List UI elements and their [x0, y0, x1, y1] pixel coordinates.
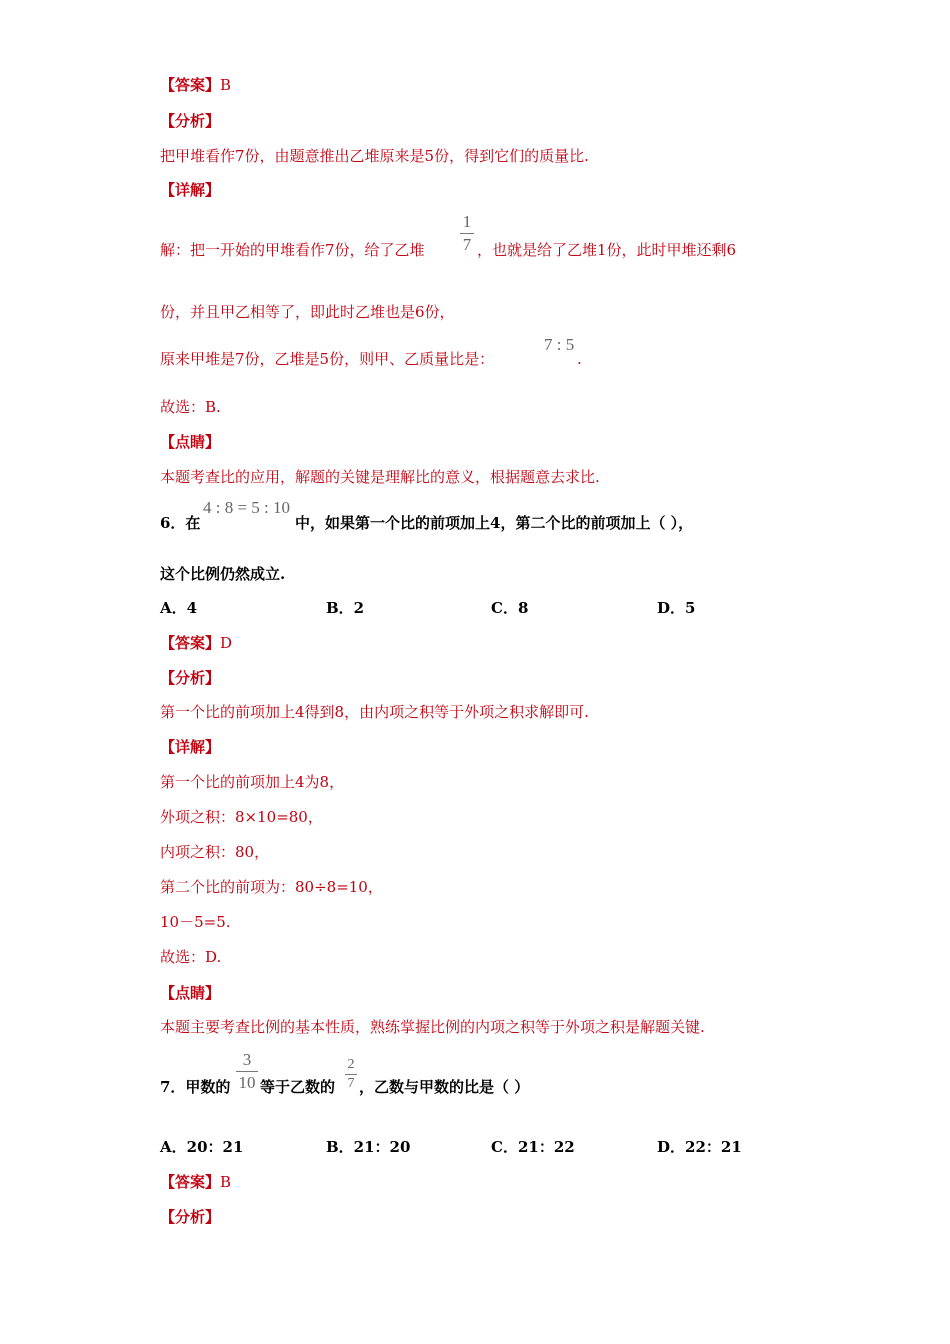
- q6-answer-tag: 【答案】: [160, 634, 221, 652]
- fraction-bar: [236, 1071, 258, 1072]
- fraction-numerator: 2: [347, 1057, 355, 1072]
- answer-tag: 【答案】: [160, 76, 221, 94]
- q7-answer-line: [160, 1172, 231, 1192]
- q7-analysis-tag: 【分析】: [160, 1208, 221, 1226]
- q6-question-text-2: 这个比例仍然成立.: [160, 565, 286, 583]
- fraction-denominator: 7: [347, 1076, 355, 1091]
- q6-step: 内项之积：80，: [160, 843, 270, 861]
- q6-analysis-tag: 【分析】: [160, 669, 221, 687]
- fraction-denominator: 10: [238, 1073, 256, 1092]
- q6-comment-tag: 【点睛】: [160, 984, 221, 1002]
- analysis-tag: 【分析】: [160, 112, 221, 130]
- detail-line-3: 原来甲堆是7份，乙堆是5份，则甲、乙质量比是：: [160, 350, 495, 368]
- q7-option-d: D．22：21: [657, 1138, 742, 1156]
- q6-option-a: A．4: [160, 599, 198, 617]
- q7-option-c: C．21：22: [491, 1138, 575, 1156]
- comment-text: 本题考查比的应用，解题的关键是理解比的意义，根据题意去求比.: [160, 468, 600, 486]
- q6-step: 10－5=5.: [160, 913, 231, 931]
- fraction-numerator: 3: [242, 1050, 252, 1069]
- q6-proportion-formula: 4 : 8 = 5 : 10: [203, 498, 291, 517]
- fraction-bar: [460, 233, 474, 234]
- q6-option-c: C．8: [491, 599, 529, 617]
- period: .: [577, 350, 582, 368]
- q6-step: 第一个比的前项加上4为8，: [160, 773, 345, 791]
- q7-answer-tag: 【答案】: [160, 1173, 221, 1191]
- choose-line: 故选：B.: [160, 398, 221, 416]
- fraction-numerator: 1: [462, 212, 472, 231]
- q7-answer-value: B: [220, 1173, 232, 1191]
- q7-option-b: B．21：20: [326, 1138, 411, 1156]
- q6-choose-line: 故选：D.: [160, 948, 222, 966]
- comment-tag: 【点睛】: [160, 433, 221, 451]
- q6-question-text: 中，如果第一个比的前项加上4，第二个比的前项加上（ ），: [295, 514, 694, 532]
- ratio-formula: 7 : 5: [544, 335, 575, 354]
- fraction-one-seventh: [460, 213, 474, 254]
- q6-analysis-text: 第一个比的前项加上4得到8，由内项之积等于外项之积求解即可.: [160, 703, 589, 721]
- q6-option-d: D．5: [657, 599, 696, 617]
- detail-tag: 【详解】: [160, 181, 221, 199]
- detail-line-1a: 解：把一开始的甲堆看作7份，给了乙堆: [160, 241, 425, 259]
- fraction-denominator: 7: [462, 235, 472, 254]
- q7-question-text: ，乙数与甲数的比是（ ）: [359, 1078, 530, 1096]
- q7-option-a: A．20：21: [160, 1138, 244, 1156]
- answer-line: [160, 75, 231, 95]
- fraction-two-sevenths: [345, 1058, 357, 1091]
- q7-mid-text: 等于乙数的: [260, 1078, 336, 1096]
- q6-number: 6．在: [160, 514, 201, 532]
- q6-step: 外项之积：8×10=80，: [160, 808, 323, 826]
- analysis-text: 把甲堆看作7份，由题意推出乙堆原来是5份，得到它们的质量比.: [160, 147, 589, 165]
- q7-number: 7．甲数的: [160, 1078, 231, 1096]
- answer-value: B: [220, 76, 232, 94]
- q6-answer-value: D: [220, 634, 233, 652]
- fraction-three-tenths: [236, 1051, 258, 1092]
- fraction-bar: [345, 1074, 357, 1075]
- q6-answer-line: [160, 633, 232, 653]
- detail-line-1b: ，也就是给了乙堆1份，此时甲堆还剩6: [477, 241, 737, 259]
- q6-comment-text: 本题主要考查比例的基本性质，熟练掌握比例的内项之积等于外项之积是解题关键.: [160, 1018, 705, 1036]
- q6-option-b: B．2: [326, 599, 365, 617]
- detail-line-2: 份，并且甲乙相等了，即此时乙堆也是6份，: [160, 303, 455, 321]
- q6-detail-tag: 【详解】: [160, 738, 221, 756]
- q6-step: 第二个比的前项为：80÷8=10，: [160, 878, 383, 896]
